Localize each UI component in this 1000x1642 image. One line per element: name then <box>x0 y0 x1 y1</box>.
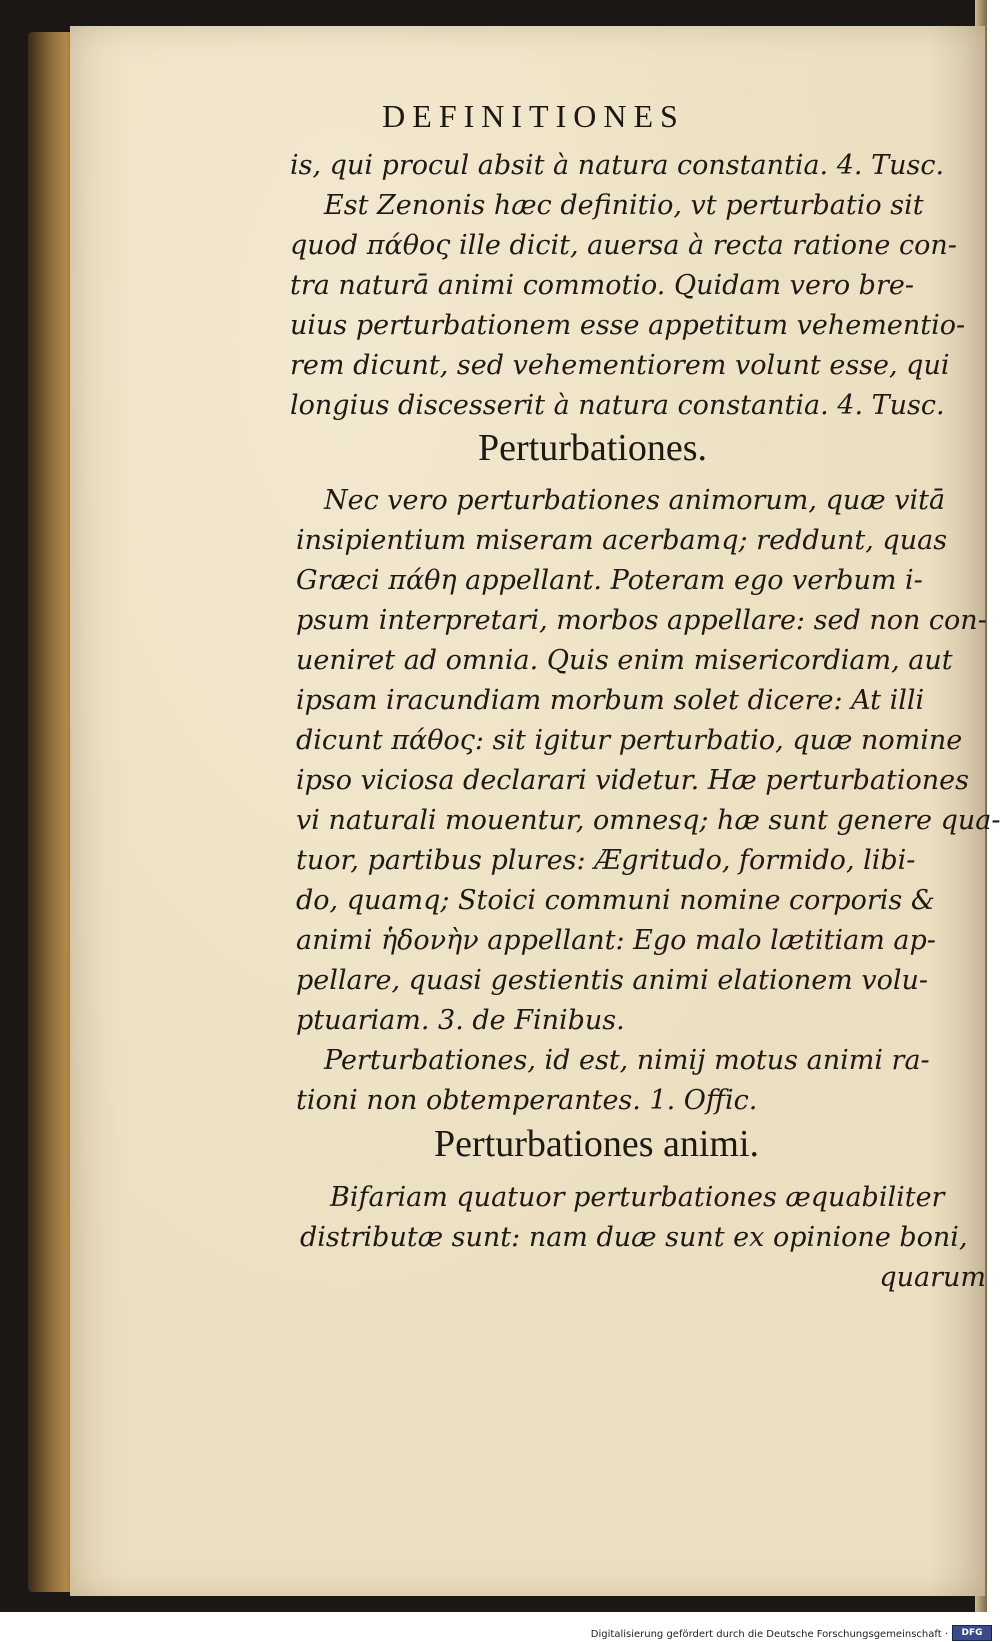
catchword: quarum <box>879 1262 986 1293</box>
text-line: is, qui procul absit à natura constantia. 4. Tusc. <box>290 150 945 181</box>
section-heading: Perturbationes animi. <box>434 1123 760 1165</box>
text-line: Bifariam quatuor perturbationes æquabiliter <box>330 1182 945 1213</box>
text-line: Græci πάθη appellant. Poteram ego verbum i- <box>296 565 923 596</box>
text-line: psum interpretari, morbos appellare: sed non con- <box>296 605 987 636</box>
text-line: ipso viciosa declarari videtur. Hæ perturbationes <box>296 765 969 796</box>
text-line: distributæ sunt: nam duæ sunt ex opinione boni, <box>300 1222 968 1253</box>
text-line: do, quamq; Stoici communi nomine corporis & <box>296 885 935 916</box>
text-line: tuor, partibus plures: Ægritudo, formido, libi- <box>296 845 916 876</box>
text-line: quod πάθος ille dicit, auersa à recta ratione con- <box>290 230 957 261</box>
section-heading: Perturbationes. <box>478 427 708 469</box>
text-line: insipientium miseram acerbamq; reddunt, quas <box>296 525 948 556</box>
text-line: pellare, quasi gestientis animi elationem volu- <box>296 965 929 996</box>
text-line: dicunt πάθος: sit igitur perturbatio, quæ nomine <box>296 725 963 756</box>
book-page <box>70 26 1000 1596</box>
text-line: animi ἡδονὴν appellant: Ego malo lætitiam ap- <box>296 925 936 956</box>
text-line: ptuariam. 3. de Finibus. <box>296 1005 625 1036</box>
running-head: DEFINITIONES <box>382 98 685 134</box>
text-line: Est Zenonis hæc definitio, vt perturbatio sit <box>324 190 924 221</box>
text-line: tra naturā animi commotio. Quidam vero bre- <box>290 270 914 301</box>
dfg-logo: DFG <box>952 1625 992 1641</box>
text-line: vi naturali mouentur, omnesq; hæ sunt genere qua- <box>296 805 1000 836</box>
text-line: Nec vero perturbationes animorum, quæ vitā <box>324 485 946 516</box>
text-line: rem dicunt, sed vehementiorem volunt esse, qui <box>290 350 950 381</box>
text-line: ueniret ad omnia. Quis enim misericordiam, aut <box>296 645 953 676</box>
text-line: tioni non obtemperantes. 1. Offic. <box>296 1085 758 1116</box>
text-line: ipsam iracundiam morbum solet dicere: At illi <box>296 685 925 716</box>
text-line: longius discesserit à natura constantia. 4. Tusc. <box>290 390 945 421</box>
text-line: uius perturbationem esse appetitum vehementio- <box>290 310 966 341</box>
text-line: Perturbationes, id est, nimij motus animi ra- <box>324 1045 930 1076</box>
funding-credit: Digitalisierung gefördert durch die Deutsche Forschungsgemeinschaft · <box>590 1629 948 1640</box>
